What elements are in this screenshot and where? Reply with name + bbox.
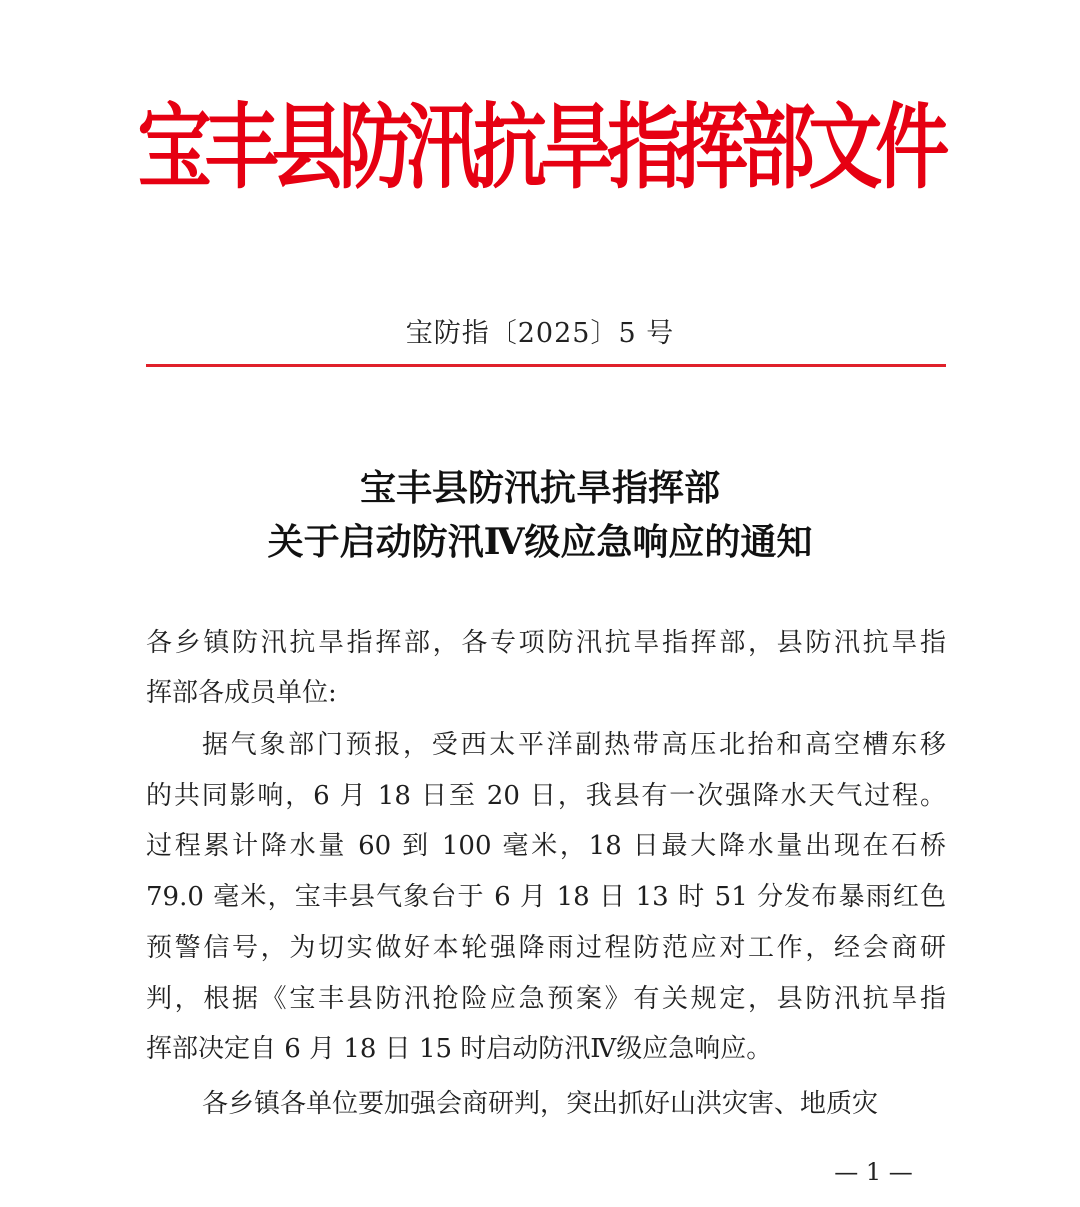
paragraph-1-line-4: 79.0 毫米，宝丰县气象台于 6 月 18 日 13 时 51 分发布暴雨红色 [146,882,946,913]
paragraph-1-line-2: 的共同影响，6 月 18 日至 20 日，我县有一次强降水天气过程。 [146,780,946,811]
paragraph-1-line-6: 判，根据《宝丰县防汛抢险应急预案》有关规定，县防汛抗旱指 [146,983,946,1014]
addressee [146,618,946,718]
paragraph-1-line-1: 据气象部门预报，受西太平洋副热带高压北抬和高空槽东移 [202,730,946,760]
document-masthead: 宝丰县防汛抗旱指挥部文件 [137,92,943,202]
document-number: 宝防指〔2025〕5 号 [405,318,675,349]
body-paragraph-2: 各乡镇各单位要加强会商研判，突出抓好山洪灾害、地质灾 [202,1089,879,1119]
paragraph-1-line-5: 预警信号，为切实做好本轮强降雨过程防范应对工作，经会商研 [146,932,946,963]
addressee-line-2: 挥部各成员单位: [146,678,337,708]
page-number: — 1 — [834,1158,913,1186]
body-paragraph-1 [146,720,946,1075]
red-separator-line [146,364,946,367]
paragraph-1-line-7: 挥部决定自 6 月 18 日 15 时启动防汛Ⅳ级应急响应。 [146,1034,773,1065]
notice-title-line-2: 关于启动防汛Ⅳ级应急响应的通知 [267,521,813,563]
paragraph-1-line-3: 过程累计降水量 60 到 100 毫米，18 日最大降水量出现在石桥 [146,831,946,862]
addressee-line-1: 各乡镇防汛抗旱指挥部，各专项防汛抗旱指挥部，县防汛抗旱指 [146,628,946,658]
notice-title-line-1: 宝丰县防汛抗旱指挥部 [359,467,720,509]
